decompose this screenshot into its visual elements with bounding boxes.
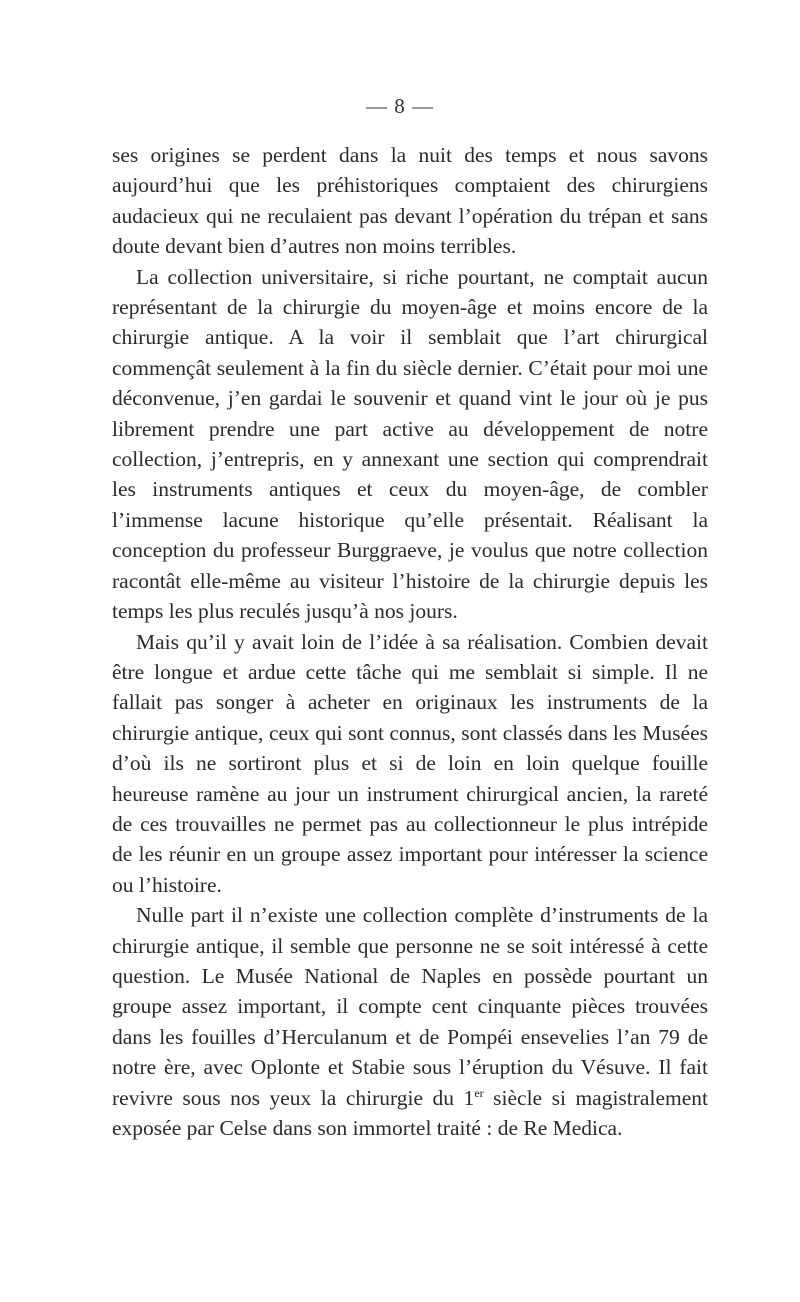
body-text (112, 140, 708, 1143)
page-number: — 8 — (366, 94, 434, 118)
paragraph-2: La collection universitaire, si riche pourtant, ne comptait aucun représentant de la chirurgie du moyen-âge et moins encore de la chirurgie antique. A la voir il semblait que l’art chirurgical commençât seulement à la fin du siècle dernier. C’était pour moi une déconvenue, j’en gardai le souvenir et quand vint le jour où je pus librement prendre une part active au développement de notre collection, j’entrepris, en y annexant une section qui comprendrait les instruments antiques et ceux du moyen-âge, de combler l’immense lacune historique qu’elle présentait. Réalisant la conception du professeur Burggraeve, je voulus que notre collection racontât elle-même au visiteur l’histoire de la chirurgie depuis les temps les plus reculés jusqu’à nos jours. (112, 264, 708, 624)
paragraph-4 (112, 900, 708, 1143)
paragraph-4-superscript: er (474, 1085, 484, 1100)
paragraph-1: ses origines se perdent dans la nuit des temps et nous savons aujourd’hui que les préhistoriques comptaient des chirurgiens audacieux qui ne reculaient pas devant l’opération du trépan et sans doute devant bien d’autres non moins terribles. (112, 143, 708, 259)
paragraph-4-text-after: siècle si magistralement exposée par Celse dans son immortel traité : de Re Medica. (112, 1085, 708, 1140)
paragraph-3: Mais qu’il y avait loin de l’idée à sa réalisation. Combien devait être longue et ardue cette tâche qui me semblait si simple. Il ne fallait pas songer à acheter en originaux les instruments de la chirurgie antique, ceux qui sont connus, sont classés dans les Musées d’où ils ne sortiront plus et si de loin en loin quelque fouille heureuse ramène au jour un instrument chirurgical ancien, la rareté de ces trouvailles ne permet pas au collectionneur le plus intrépide de les réunir en un groupe assez important pour intéresser la science ou l’histoire. (112, 629, 708, 897)
paragraph-4-text-before: Nulle part il n’existe une collection complète d’instruments de la chirurgie antique, il semble que personne ne se soit intéressé à cette question. Le Musée National de Naples en possède pourtant un groupe assez important, il compte cent cinquante pièces trouvées dans les fouilles d’Herculanum et de Pompéi ensevelies l’an 79 de notre ère, avec Oplonte et Stabie sous l’éruption du Vésuve. Il fait revivre sous nos yeux la chirurgie du 1 (112, 903, 708, 1110)
